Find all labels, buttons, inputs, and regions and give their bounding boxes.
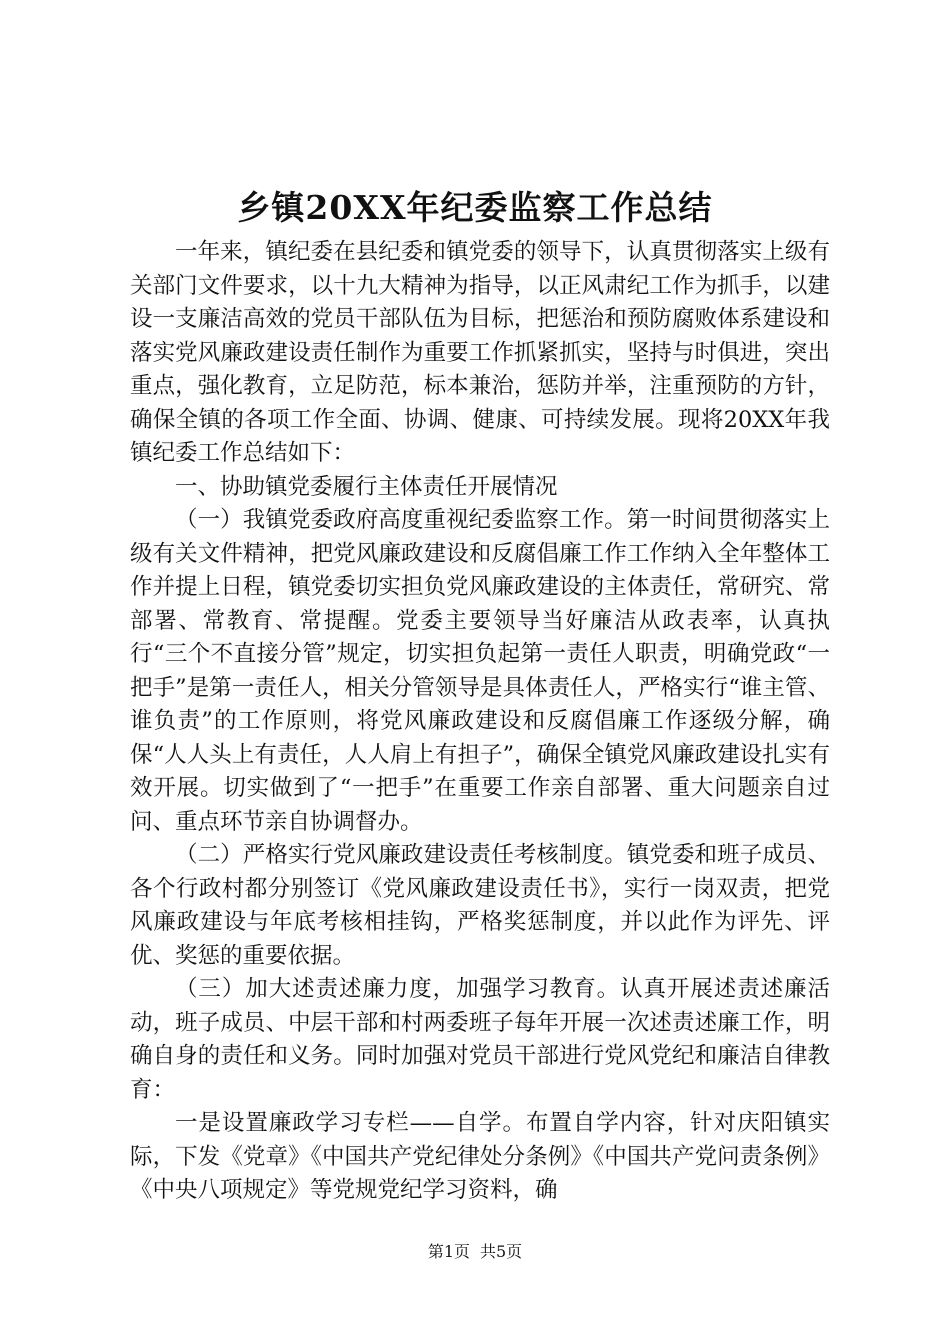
document-title: 乡镇20XX年纪委监察工作总结 [237, 188, 713, 227]
document-body [130, 236, 830, 1208]
paragraph-item-3: （三）加大述责述廉力度，加强学习教育。认真开展述责述廉活动，班子成员、中层干部和村两委班子每年开展一次述责述廉工作，明确自身的责任和义务。同时加强对党员干部进行党风党纪和廉洁自律教育： [130, 976, 830, 1103]
paragraph-study-1: 一是设置廉政学习专栏——自学。布置自学内容，针对庆阳镇实际，下发《党章》《中国共产党纪律处分条例》《中国共产党问责条例》《中央八项规定》等党规党纪学习资料，确 [130, 1110, 830, 1203]
page-footer [0, 1241, 950, 1263]
paragraph-item-2: （二）严格实行党风廉政建设责任考核制度。镇党委和班子成员、各个行政村都分别签订《党风廉政建设责任书》，实行一岗双责，把党风廉政建设与年底考核相挂钩，严格奖惩制度，并以此作为评先、评优、奖惩的重要依据。 [130, 842, 830, 969]
page-total: 共5页 [480, 1242, 523, 1261]
section-heading-1: 一、协助镇党委履行主体责任开展情况 [175, 473, 558, 500]
page-number: 第1页 [427, 1242, 470, 1261]
paragraph-intro: 一年来，镇纪委在县纪委和镇党委的领导下，认真贯彻落实上级有关部门文件要求，以十九大精神为指导，以正风肃纪工作为抓手，以建设一支廉洁高效的党员干部队伍为目标，把惩治和预防腐败体系建设和落实党风廉政建设责任制作为重要工作抓紧抓实，坚持与时俱进，突出重点，强化教育，立足防范，标本兼治，惩防并举，注重预防的方针，确保全镇的各项工作全面、协调、健康、可持续发展。现将20XX年我镇纪委工作总结如下： [130, 239, 830, 466]
paragraph-item-1: （一）我镇党委政府高度重视纪委监察工作。第一时间贯彻落实上级有关文件精神，把党风廉政建设和反腐倡廉工作工作纳入全年整体工作并提上日程，镇党委切实担负党风廉政建设的主体责任，常研究、常部署、常教育、常提醒。党委主要领导当好廉洁从政表率，认真执行“三个不直接分管”规定，切实担负起第一责任人职责，明确党政“一把手”是第一责任人，相关分管领导是具体责任人，严格实行“谁主管、谁负责”的工作原则，将党风廉政建设和反腐倡廉工作逐级分解，确保“人人头上有责任，人人肩上有担子”，确保全镇党风廉政建设扎实有效开展。切实做到了“一把手”在重要工作亲自部署、重大问题亲自过问、重点环节亲自协调督办。 [130, 507, 830, 835]
